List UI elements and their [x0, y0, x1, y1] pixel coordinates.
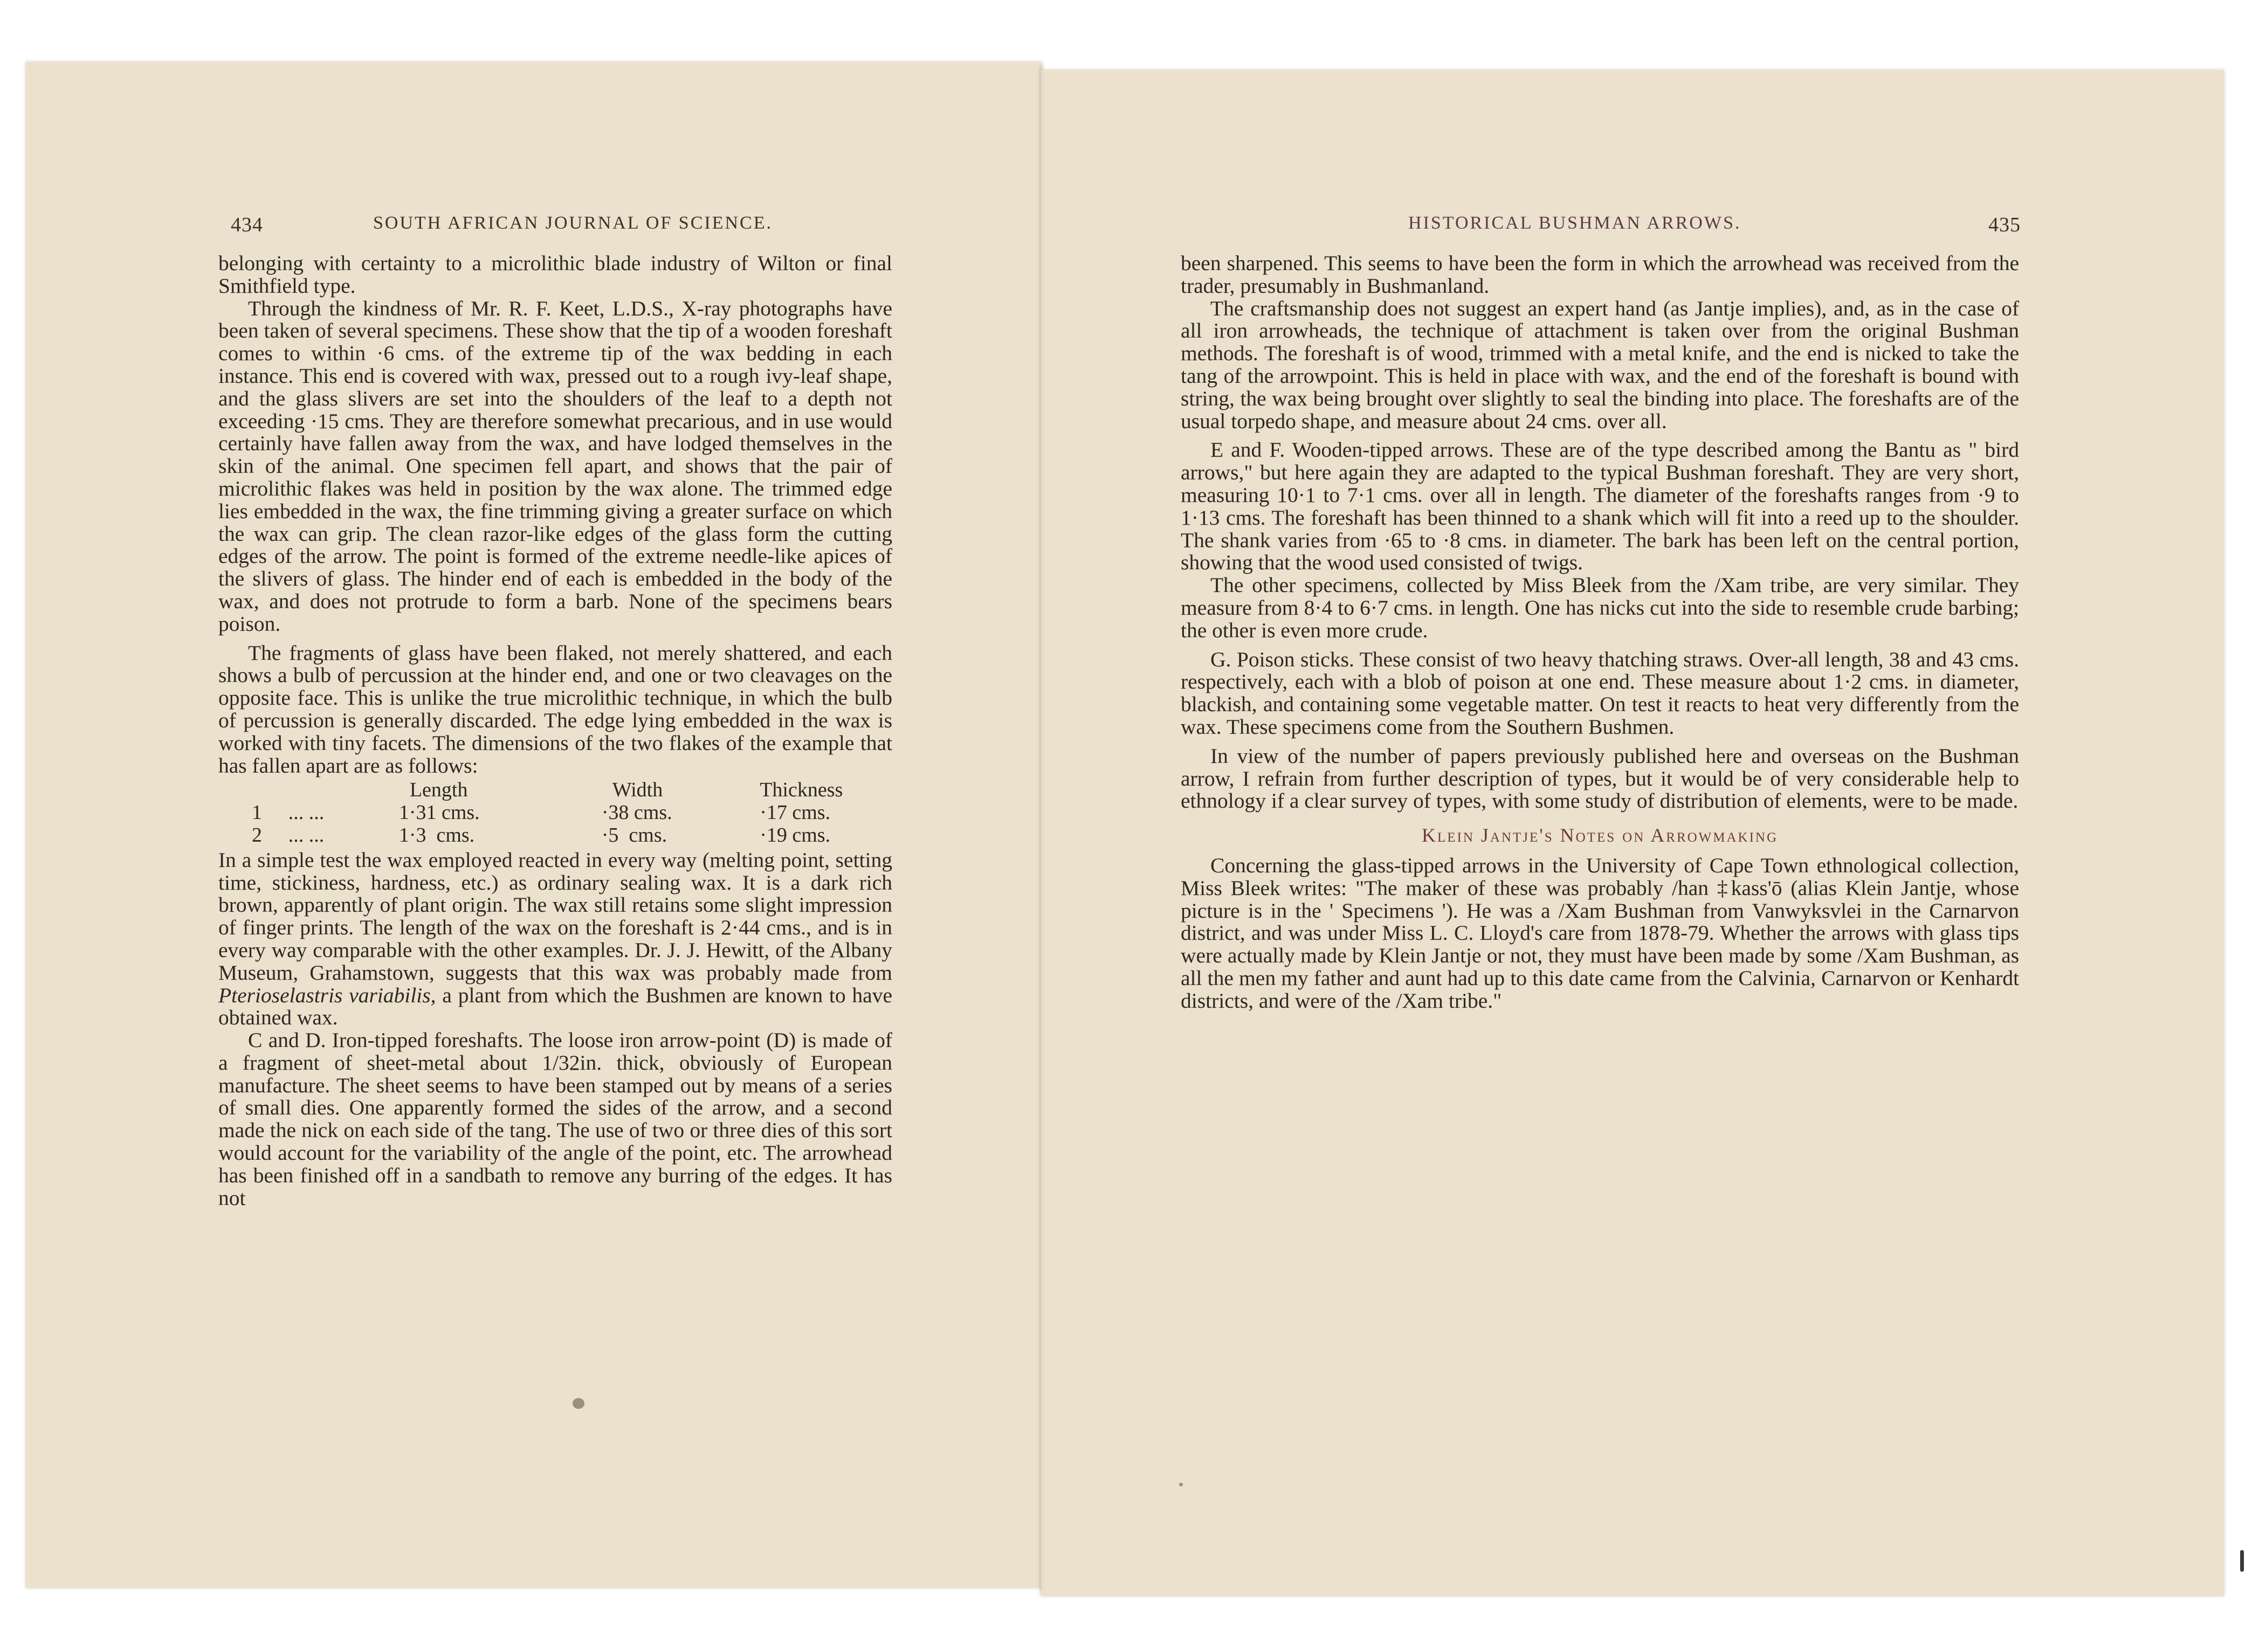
table-header-row: [218, 779, 892, 802]
left-page-number: 434: [231, 214, 263, 236]
right-header: [1988, 213, 2021, 237]
table-cell: ·5 cms.: [601, 823, 667, 846]
paragraph: G. Poison sticks. These consist of two heavy thatching straws. Over-all length, 38 and 43 cms. respectively, each with a blob of poison at one end. These measure about 1·2 cms. in diameter, blackish, and containing some vegetable matter. On test it reacts to heat very differently from the wax. These specimens come from the Southern Bushmen.: [1181, 647, 2019, 739]
right-column: [1181, 252, 2019, 1013]
table-cell: 1·31 cms.: [398, 801, 480, 824]
right-running-head: HISTORICAL BUSHMAN ARROWS.: [1408, 213, 1741, 233]
paragraph: been sharpened. This seems to have been the form in which the arrowhead was received from the trader, presumably in Bushmanland.: [1181, 251, 2019, 298]
table-cell: 1·3 cms.: [398, 823, 475, 846]
paragraph: The fragments of glass have been flaked, not merely shattered, and each shows a bulb of percussion at the hinder end, and one or two cleavages on the opposite face. This is unlike the true microlithic technique, in which the bulb of percussion is generally discarded. The edge lying embedded in the wax is worked with tiny facets. The dimensions of the two flakes of the example that has fallen apart are as follows:: [218, 641, 892, 777]
left-running-head: SOUTH AFRICAN JOURNAL OF SCIENCE.: [373, 213, 773, 233]
paper-speck: [1179, 1483, 1183, 1486]
paragraph: Through the kindness of Mr. R. F. Keet, L.D.S., X-ray photographs have been taken of several specimens. These show that the tip of a wooden foreshaft comes to within ·6 cms. of the extreme tip of the wax bedding in each instance. This end is covered with wax, pressed out to a rough ivy-leaf shape, and the glass slivers are set into the shoulders of the leaf to a depth not exceeding ·15 cms. They are therefore somewhat precarious, and in use would certainly have fallen away from the wax, and have lodged themselves in the skin of the animal. One specimen fell apart, and shows that the pair of microlithic flakes was held in position by the wax alone. The trimmed edge lies embedded in the wax, the fine trimming giving a greater surface on which the wax can grip. The clean razor-like edges of the glass form the cutting edges of the arrow. The point is formed of the extreme needle-like apices of the slivers of glass. The hinder end of each is embedded in the body of the wax, and does not protrude to form a barb. None of the specimens bears poison.: [218, 296, 892, 636]
section-heading: Klein Jantje's Notes on Arrowmaking: [1421, 824, 1779, 846]
paper-speck: [2240, 1550, 2244, 1572]
table-cell: ·17 cms.: [760, 801, 831, 824]
table-header: [218, 779, 288, 802]
paragraph: The craftsmanship does not suggest an expert hand (as Jantje implies), and, as in the case of all iron arrowheads, the technique of attachment is taken over from the original Bushman methods. The foreshaft is of wood, trimmed with a metal knife, and the end is nicked to take the tang of the arrowpoint. This is held in place with wax, and the end of the foreshaft is bound with string, the wax being brought over slightly to seal the binding into place. The foreshafts are of the usual torpedo shape, and measure about 24 cms. over all.: [1181, 296, 2019, 433]
table-header: Thickness: [760, 779, 843, 802]
left-column: [218, 252, 892, 1209]
paragraph-text: In a simple test the wax employed reacted in every way (melting point, setting time, stickiness, hardness, etc.) as ordinary sealing wax. It is a dark rich brown, apparently of plant origin. The wax still retains some slight impression of finger prints. The length of the wax on the foreshaft is 2·44 cms., and is in every way comparable with the other examples. Dr. J. J. Hewitt, of the Albany Museum, Grahamstown, suggests that this wax was probably made from: [218, 848, 892, 985]
table-header: Length: [409, 779, 468, 802]
paragraph: In view of the number of papers previously published here and overseas on the Bushman arrow, I refrain from further description of types, but it would be of very considerable help to ethnology if a clear survey of types, with some study of distribution of elements, were to be made.: [1181, 744, 2019, 813]
paragraph: E and F. Wooden-tipped arrows. These are of the type described among the Bantu as " bird arrows," but here again they are adapted to the typical Bushman foreshaft. They are very short, measuring 10·1 to 7·1 cms. over all in length. The diameter of the foreshafts ranges from ·9 to 1·13 cms. The foreshaft has been thinned to a shank which will fit into a reed up to the shoulder. The shank varies from ·65 to ·8 cms. in diameter. The bark has been left on the central portion, showing that the wood used consisted of twigs.: [1181, 438, 2019, 575]
species-name: Pterioselastris variabilis,: [218, 983, 436, 1007]
table-header: Width: [612, 779, 663, 802]
table-cell: ... ...: [288, 823, 325, 846]
table-row: [218, 802, 892, 824]
table-cell: ·38 cms.: [601, 801, 672, 824]
table-cell: ·19 cms.: [760, 823, 831, 846]
paragraph: belonging with certainty to a microlithic blade industry of Wilton or final Smithfield type.: [218, 251, 892, 298]
paragraph: Concerning the glass-tipped arrows in the University of Cape Town ethnological collection, Miss Bleek writes: "The maker of these was probably /han ‡kass'ō (alias Klein Jantje, whose picture is in the ' Specimens '). He was a /Xam Bushman from Vanwyksvlei in the Carnarvon district, and was under Miss L. C. Lloyd's care from 1878-79. Whether the arrows with glass tips were actually made by Klein Jantje or not, they must have been made by some /Xam Bushman, as all the men my father and aunt had up to this date came from the Calvinia, Carnarvon or Kenhardt districts, and were of the /Xam tribe.": [1181, 853, 2019, 1013]
right-page-number: 435: [1988, 214, 2021, 236]
left-header: [231, 213, 263, 237]
paragraph: C and D. Iron-tipped foreshafts. The loose iron arrow-point (D) is made of a fragment of sheet-metal about 1/32in. thick, obviously of European manufacture. The sheet seems to have been stamped out by means of a series of small dies. One apparently formed the sides of the arrow, and a second made the nick on each side of the tang. The use of two or three dies of this sort would account for the variability of the angle of the point, etc. The arrowhead has been finished off in a sandbath to remove any burring of the edges. It has not: [218, 1028, 892, 1210]
table-cell: ... ...: [288, 801, 325, 824]
dimensions-table: [218, 779, 892, 846]
page-fold: [1039, 65, 1045, 1591]
paragraph: The other specimens, collected by Miss Bleek from the /Xam tribe, are very similar. They measure from 8·4 to 6·7 cms. in length. One has nicks cut into the side to resemble crude barbing; the other is even more crude.: [1181, 573, 2019, 642]
paragraph-text: a plant from which the Bushmen are known to have obtained wax.: [218, 983, 892, 1030]
paragraph: [218, 849, 892, 1029]
table-header: [288, 779, 361, 802]
table-row: [218, 824, 892, 847]
paper-speck: [573, 1398, 584, 1409]
table-cell: 2: [252, 823, 262, 846]
table-cell: 1: [252, 801, 262, 824]
